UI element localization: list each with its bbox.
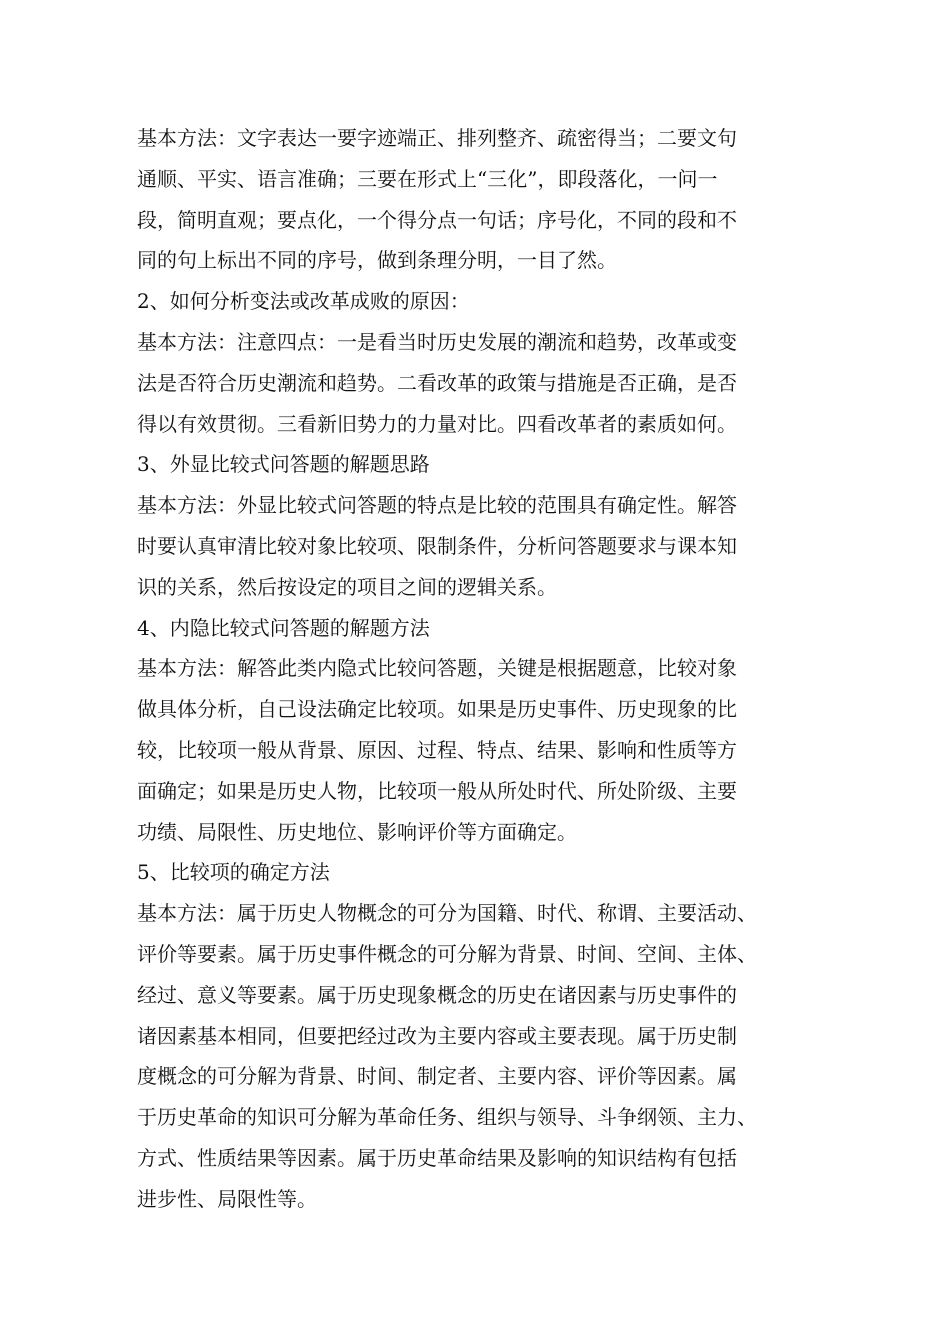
- text-line: 功绩、局限性、历史地位、影响评价等方面确定。: [137, 819, 577, 844]
- text-line: 基本方法：文字表达一要字迹端正、排列整齐、疏密得当；二要文句: [137, 126, 737, 150]
- text-line: 得以有效贯彻。三看新旧势力的力量对比。四看改革者的素质如何。: [137, 411, 737, 436]
- text-line: 度概念的可分解为背景、时间、制定者、主要内容、评价等因素。属: [137, 1064, 737, 1089]
- text-line: 进步性、局限性等。: [137, 1186, 317, 1211]
- text-line: 法是否符合历史潮流和趋势。二看改革的政策与措施是否正确，是否: [137, 370, 737, 395]
- text-line: 诸因素基本相同，但要把经过改为主要内容或主要表现。属于历史制: [137, 1023, 737, 1048]
- text-line: 基本方法：外显比较式问答题的特点是比较的范围具有确定性。解答: [137, 493, 737, 518]
- text-line: 于历史革命的知识可分解为革命任务、组织与领导、斗争纲领、主力、: [137, 1105, 757, 1130]
- text-line: 较，比较项一般从背景、原因、过程、特点、结果、影响和性质等方: [137, 737, 737, 762]
- section-heading: 5、比较项的确定方法: [137, 860, 330, 885]
- text-line: 同的句上标出不同的序号，做到条理分明，一目了然。: [137, 248, 617, 273]
- text-line: 段，简明直观；要点化，一个得分点一句话；序号化，不同的段和不: [137, 207, 737, 232]
- text-line: 评价等要素。属于历史事件概念的可分解为背景、时间、空间、主体、: [137, 941, 757, 966]
- text-line: 通顺、平实、语言准确；三要在形式上“三化”，即段落化，一问一: [137, 166, 718, 191]
- section-heading: 4、内隐比较式问答题的解题方法: [137, 615, 430, 640]
- section-heading: 2、如何分析变法或改革成败的原因：: [137, 289, 470, 314]
- text-line: 做具体分析，自己设法确定比较项。如果是历史事件、历史现象的比: [137, 697, 737, 722]
- text-line: 识的关系，然后按设定的项目之间的逻辑关系。: [137, 574, 557, 599]
- text-line: 方式、性质结果等因素。属于历史革命结果及影响的知识结构有包括: [137, 1145, 737, 1170]
- text-line: 基本方法：属于历史人物概念的可分为国籍、时代、称谓、主要活动、: [137, 901, 757, 926]
- section-heading: 3、外显比较式问答题的解题思路: [137, 452, 430, 477]
- text-line: 基本方法：解答此类内隐式比较问答题，关键是根据题意，比较对象: [137, 656, 737, 681]
- text-line: 基本方法：注意四点：一是看当时历史发展的潮流和趋势，改革或变: [137, 329, 737, 354]
- text-line: 时要认真审清比较对象比较项、限制条件，分析问答题要求与课本知: [137, 533, 737, 558]
- text-line: 面确定；如果是历史人物，比较项一般从所处时代、所处阶级、主要: [137, 778, 737, 803]
- document-body: [137, 118, 813, 1220]
- text-line: 经过、意义等要素。属于历史现象概念的历史在诸因素与历史事件的: [137, 982, 737, 1007]
